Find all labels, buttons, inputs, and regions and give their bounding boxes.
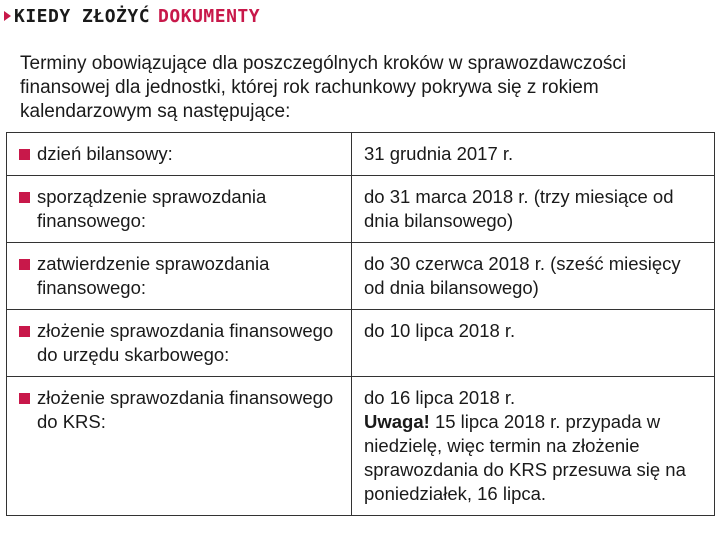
table-row xyxy=(7,377,715,516)
deadline-cell xyxy=(352,377,715,516)
step-cell xyxy=(7,310,352,377)
step-cell xyxy=(7,133,352,176)
deadlines-table xyxy=(6,132,715,516)
note-label: Uwaga! xyxy=(364,411,430,432)
deadline-note xyxy=(364,410,704,506)
header-title: KIEDY ZŁOŻYĆ xyxy=(14,5,151,27)
step-label: dzień bilansowy: xyxy=(37,143,173,164)
square-bullet-icon xyxy=(19,393,30,404)
step-label: sporządzenie sprawozdania finansowego: xyxy=(37,186,267,231)
section-header xyxy=(4,2,260,30)
square-bullet-icon xyxy=(19,192,30,203)
note-text: 15 lipca 2018 r. przypada w niedzielę, więc termin na złożenie sprawozdania do KRS przesuwa się na poniedziałek, 16 lipca. xyxy=(364,411,686,504)
deadline-text: 31 grudnia 2017 r. xyxy=(364,143,514,164)
deadline-text: do 30 czerwca 2018 r. (sześć miesięcy od dnia bilansowego) xyxy=(364,253,681,298)
deadline-text: do 31 marca 2018 r. (trzy miesiące od dnia bilansowego) xyxy=(364,186,674,231)
deadline-cell xyxy=(352,243,715,310)
step-cell xyxy=(7,176,352,243)
intro-paragraph: Terminy obowiązujące dla poszczególnych kroków w sprawozdawczości finansowej dla jednostki, której rok rachunkowy pokrywa się z rokiem kalendarzowym są następujące: xyxy=(20,53,627,122)
table-row xyxy=(7,310,715,377)
step-cell xyxy=(7,377,352,516)
table-row xyxy=(7,133,715,176)
step-cell xyxy=(7,243,352,310)
square-bullet-icon xyxy=(19,326,30,337)
table-row xyxy=(7,176,715,243)
arrow-right-icon xyxy=(4,11,11,21)
square-bullet-icon xyxy=(19,149,30,160)
deadline-cell xyxy=(352,176,715,243)
deadline-text: do 10 lipca 2018 r. xyxy=(364,320,516,341)
step-label: zatwierdzenie sprawozdania finansowego: xyxy=(37,253,270,298)
step-label: złożenie sprawozdania finansowego do KRS: xyxy=(37,387,334,432)
header-title-accent: DOKUMENTY xyxy=(158,5,261,27)
deadline-cell xyxy=(352,133,715,176)
table-row xyxy=(7,243,715,310)
square-bullet-icon xyxy=(19,259,30,270)
deadline-text: do 16 lipca 2018 r. xyxy=(364,387,516,408)
step-label: złożenie sprawozdania finansowego do urzędu skarbowego: xyxy=(37,320,334,365)
deadline-cell xyxy=(352,310,715,377)
